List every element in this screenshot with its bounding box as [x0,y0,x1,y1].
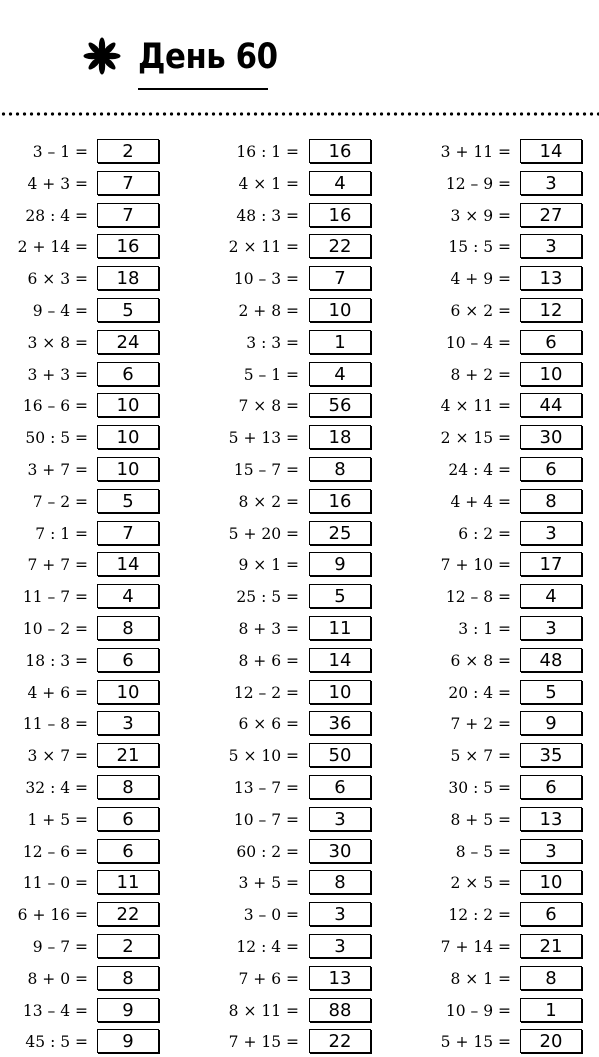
exercise-row [0,520,584,548]
answer-box[interactable]: 16 [309,139,371,163]
exercise-row [0,679,584,707]
answer-box[interactable]: 5 [309,584,371,608]
math-expression: 5 × 10 = [228,747,299,766]
answer-box[interactable]: 3 [520,839,582,863]
math-expression: 7 + 7 = [27,556,88,575]
answer-box[interactable]: 6 [520,330,582,354]
math-expression: 9 – 4 = [32,302,88,320]
answer-box[interactable]: 3 [309,902,371,926]
math-expression: 6 × 6 = [238,715,299,734]
math-expression: 3 + 3 = [27,365,88,384]
answer-box[interactable]: 27 [520,203,582,227]
math-expression: 3 – 1 = [32,143,88,161]
math-expression: 10 – 3 = [233,270,299,289]
math-expression: 12 : 2 = [448,906,511,925]
page-header [0,0,599,120]
answer-box[interactable]: 48 [520,648,582,672]
asterisk-flower-icon [82,36,122,76]
answer-box[interactable]: 7 [97,521,159,545]
math-expression: 10 – 4 = [445,333,511,352]
math-expression: 9 × 1 = [238,556,299,575]
math-expression: 8 + 6 = [238,651,299,670]
answer-box[interactable]: 8 [520,966,582,990]
math-expression: 60 : 2 = [236,842,299,861]
answer-box[interactable]: 5 [520,680,582,704]
answer-box[interactable]: 10 [97,457,159,481]
exercise-row [0,202,584,230]
math-expression: 3 – 0 = [243,906,299,925]
exercise-row [0,361,584,389]
answer-box[interactable]: 18 [97,266,159,290]
exercise-row [0,170,584,198]
answer-box[interactable]: 22 [309,234,371,258]
answer-box[interactable]: 6 [520,775,582,799]
answer-box[interactable]: 6 [97,839,159,863]
math-expression: 4 × 1 = [238,174,299,193]
math-expression: 30 : 5 = [448,779,511,797]
exercise-row [0,647,584,675]
math-expression: 8 + 5 = [450,810,511,829]
exercise-row [0,997,584,1025]
math-expression: 25 : 5 = [236,588,299,607]
math-expression: 50 : 5 = [25,429,88,448]
answer-box[interactable]: 3 [520,171,582,195]
answer-box[interactable]: 35 [520,743,582,767]
title-underline [138,88,268,90]
answer-box[interactable]: 6 [520,457,582,481]
answer-box[interactable]: 22 [309,1029,371,1053]
answer-box[interactable]: 22 [97,902,159,926]
answer-box[interactable]: 10 [520,870,582,894]
answer-box[interactable]: 8 [309,870,371,894]
answer-box[interactable]: 5 [97,298,159,322]
answer-box[interactable]: 9 [97,1029,159,1053]
answer-box[interactable]: 3 [309,934,371,958]
answer-box[interactable]: 8 [97,616,159,640]
math-expression: 1 + 5 = [27,810,88,829]
answer-box[interactable]: 7 [309,266,371,290]
math-expression: 8 × 11 = [228,1001,299,1020]
answer-box[interactable]: 44 [520,393,582,417]
math-expression: 4 + 4 = [450,492,511,511]
exercise-row [0,965,584,993]
answer-box[interactable]: 14 [309,648,371,672]
answer-box[interactable]: 10 [97,680,159,704]
math-expression: 12 – 8 = [445,588,511,607]
answer-box[interactable]: 4 [97,584,159,608]
math-expression: 8 × 1 = [450,969,511,988]
math-expression: 15 – 7 = [233,461,299,479]
answer-box[interactable]: 4 [309,362,371,386]
math-expression: 7 + 6 = [238,969,299,988]
answer-box[interactable]: 16 [309,489,371,513]
answer-box[interactable]: 24 [97,330,159,354]
answer-box[interactable]: 21 [97,743,159,767]
exercise-row [0,488,584,516]
answer-box[interactable]: 8 [97,966,159,990]
answer-box[interactable]: 16 [309,203,371,227]
exercise-row [0,742,584,770]
math-expression: 8 – 5 = [455,842,511,861]
math-expression: 4 × 11 = [440,397,511,416]
answer-box[interactable]: 1 [520,998,582,1022]
answer-box[interactable]: 14 [520,139,582,163]
math-expression: 5 + 13 = [228,429,299,448]
math-expression: 3 + 7 = [27,461,88,479]
exercise-row [0,806,584,834]
math-expression: 48 : 3 = [236,206,299,225]
math-expression: 18 : 3 = [25,651,88,670]
math-expression: 6 × 8 = [450,651,511,670]
exercise-row [0,933,584,961]
math-expression: 3 × 7 = [27,747,88,766]
math-expression: 3 : 1 = [458,620,511,638]
math-expression: 2 × 11 = [228,238,299,257]
answer-box[interactable]: 12 [520,298,582,322]
math-expression: 12 : 4 = [236,938,299,956]
answer-box[interactable]: 9 [97,998,159,1022]
math-expression: 2 + 14 = [17,238,88,257]
answer-box[interactable]: 30 [309,839,371,863]
answer-box[interactable]: 6 [97,362,159,386]
math-expression: 7 + 15 = [228,1033,299,1052]
answer-box[interactable]: 10 [97,425,159,449]
math-expression: 20 : 4 = [448,683,511,702]
math-expression: 3 × 9 = [450,206,511,225]
answer-box[interactable]: 18 [309,425,371,449]
math-expression: 7 + 10 = [440,556,511,575]
answer-box[interactable]: 4 [520,584,582,608]
dotted-divider [0,111,599,117]
exercise-row [0,615,584,643]
math-expression: 8 × 2 = [238,492,299,511]
math-expression: 15 : 5 = [448,238,511,257]
exercise-row [0,297,584,325]
exercise-row [0,838,584,866]
math-expression: 8 + 0 = [27,969,88,988]
math-expression: 4 + 6 = [27,683,88,702]
math-expression: 13 – 4 = [22,1001,88,1020]
math-expression: 7 × 8 = [238,397,299,416]
math-expression: 7 + 2 = [450,715,511,734]
answer-box[interactable]: 6 [520,902,582,926]
exercise-row [0,710,584,738]
math-expression: 6 : 2 = [458,524,511,543]
math-expression: 28 : 4 = [25,206,88,225]
answer-box[interactable]: 56 [309,393,371,417]
math-expression: 11 – 0 = [22,874,88,893]
exercise-row [0,392,584,420]
math-expression: 10 – 7 = [233,810,299,829]
answer-box[interactable]: 8 [309,457,371,481]
answer-box[interactable]: 1 [309,330,371,354]
answer-box[interactable]: 9 [520,711,582,735]
answer-box[interactable]: 88 [309,998,371,1022]
answer-box[interactable]: 10 [520,362,582,386]
exercise-row [0,901,584,929]
answer-box[interactable]: 6 [309,775,371,799]
math-expression: 32 : 4 = [25,779,88,797]
answer-box[interactable]: 9 [309,552,371,576]
answer-box[interactable]: 6 [97,807,159,831]
answer-box[interactable]: 17 [520,552,582,576]
math-expression: 11 – 7 = [22,588,88,607]
math-expression: 4 + 9 = [450,270,511,289]
exercise-row [0,1028,584,1056]
exercise-row [0,265,584,293]
exercise-row [0,138,584,166]
math-expression: 45 : 5 = [25,1033,88,1052]
math-expression: 12 – 9 = [445,174,511,193]
math-expression: 16 : 1 = [236,143,299,161]
answer-box[interactable]: 36 [309,711,371,735]
answer-box[interactable]: 3 [97,711,159,735]
math-expression: 6 × 3 = [27,270,88,289]
answer-box[interactable]: 2 [97,139,159,163]
math-expression: 8 + 2 = [450,365,511,384]
answer-box[interactable]: 11 [97,870,159,894]
answer-box[interactable]: 4 [309,171,371,195]
math-expression: 16 – 6 = [22,397,88,416]
answer-box[interactable]: 3 [309,807,371,831]
math-expression: 8 + 3 = [238,620,299,638]
answer-box[interactable]: 13 [309,966,371,990]
math-expression: 12 – 2 = [233,683,299,702]
math-expression: 7 : 1 = [35,524,88,543]
answer-box[interactable]: 7 [97,171,159,195]
exercise-row [0,869,584,897]
answer-box[interactable]: 8 [520,489,582,513]
math-expression: 7 – 2 = [32,492,88,511]
math-expression: 5 + 20 = [228,524,299,543]
math-expression: 12 – 6 = [22,842,88,861]
page-title: День 60 [138,37,278,77]
math-expression: 9 – 7 = [32,938,88,956]
answer-box[interactable]: 13 [520,807,582,831]
answer-box[interactable]: 21 [520,934,582,958]
answer-box[interactable]: 3 [520,616,582,640]
exercise-row [0,583,584,611]
answer-box[interactable]: 20 [520,1029,582,1053]
exercise-row [0,456,584,484]
math-expression: 24 : 4 = [448,461,511,479]
exercise-row [0,329,584,357]
math-expression: 7 + 14 = [440,938,511,956]
answer-box[interactable]: 16 [97,234,159,258]
math-expression: 5 × 7 = [450,747,511,766]
answer-box[interactable]: 14 [97,552,159,576]
exercise-row [0,774,584,802]
math-expression: 2 + 8 = [238,302,299,320]
math-expression: 2 × 5 = [450,874,511,893]
math-expression: 5 + 15 = [440,1033,511,1052]
math-expression: 3 + 11 = [440,143,511,161]
math-expression: 3 + 5 = [238,874,299,893]
answer-box[interactable]: 3 [520,521,582,545]
answer-box[interactable]: 2 [97,934,159,958]
answer-box[interactable]: 3 [520,234,582,258]
answer-box[interactable]: 10 [309,680,371,704]
exercise-row [0,233,584,261]
exercise-row [0,424,584,452]
answer-box[interactable]: 10 [97,393,159,417]
answer-box[interactable]: 50 [309,743,371,767]
answer-box[interactable]: 7 [97,203,159,227]
math-expression: 11 – 8 = [22,715,88,734]
math-expression: 10 – 2 = [22,620,88,638]
math-expression: 5 – 1 = [243,365,299,384]
math-expression: 13 – 7 = [233,779,299,797]
math-expression: 2 × 15 = [440,429,511,448]
answer-box[interactable]: 13 [520,266,582,290]
answer-box[interactable]: 6 [97,648,159,672]
math-expression: 3 : 3 = [246,333,299,352]
answer-box[interactable]: 25 [309,521,371,545]
answer-box[interactable]: 5 [97,489,159,513]
answer-box[interactable]: 30 [520,425,582,449]
math-expression: 4 + 3 = [27,174,88,193]
answer-box[interactable]: 10 [309,298,371,322]
exercise-row [0,551,584,579]
answer-box[interactable]: 11 [309,616,371,640]
answer-box[interactable]: 8 [97,775,159,799]
math-expression: 10 – 9 = [445,1001,511,1020]
math-expression: 3 × 8 = [27,333,88,352]
math-expression: 6 × 2 = [450,302,511,320]
math-expression: 6 + 16 = [17,906,88,925]
